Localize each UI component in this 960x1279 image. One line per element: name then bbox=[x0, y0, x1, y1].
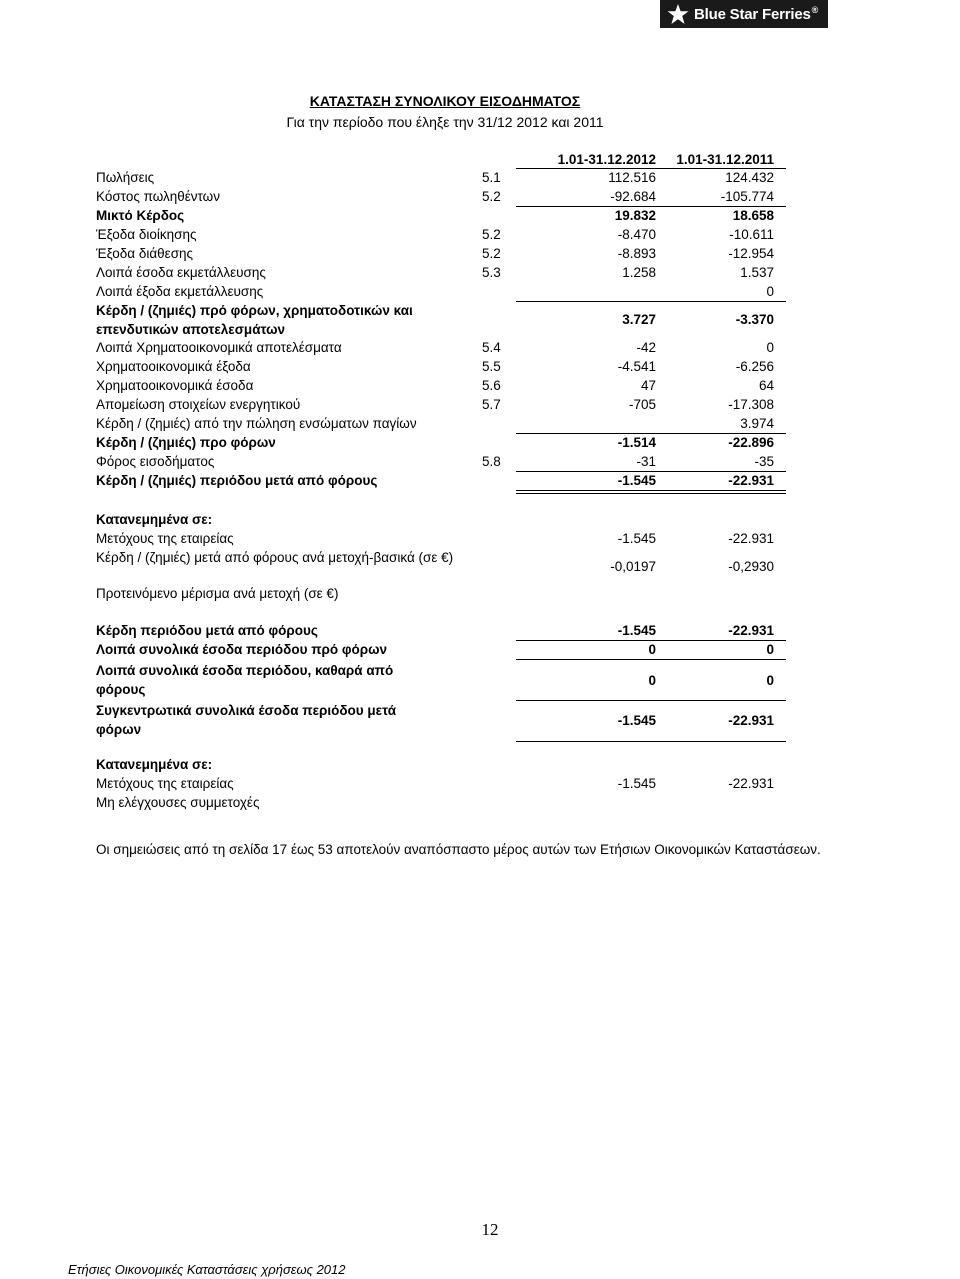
statement-subtitle: Για την περίοδο που έληξε την 31/12 2012 και 2011 bbox=[286, 114, 604, 130]
total-line bbox=[516, 741, 786, 742]
row-note: 5.8 bbox=[482, 454, 501, 469]
row-label: Κέρδη / (ζημιές) προ φόρων bbox=[96, 435, 276, 450]
row-label: Μετόχους της εταιρείας bbox=[96, 531, 234, 546]
value-2012: -8.470 bbox=[617, 227, 656, 242]
table-row bbox=[96, 225, 786, 244]
table-row bbox=[96, 244, 786, 263]
table-row bbox=[96, 793, 786, 812]
table-row bbox=[96, 640, 786, 659]
row-label: Μετόχους της εταιρείας bbox=[96, 776, 234, 791]
table-row bbox=[96, 661, 786, 699]
table-row bbox=[96, 414, 786, 433]
statement-title: ΚΑΤΑΣΤΑΣΗ ΣΥΝΟΛΙΚΟΥ ΕΙΣΟΔΗΜΑΤΟΣ bbox=[309, 93, 581, 109]
row-label: Μικτό Κέρδος bbox=[96, 208, 185, 223]
value-2011: -35 bbox=[754, 454, 774, 469]
value-2011: 18.658 bbox=[732, 208, 774, 223]
value-2011: -22.931 bbox=[728, 531, 774, 546]
value-2012: -31 bbox=[636, 454, 656, 469]
value-2012: -42 bbox=[636, 340, 656, 355]
table-row bbox=[96, 395, 786, 414]
row-label: Κόστος πωληθέντων bbox=[96, 189, 220, 204]
value-2012: -1.545 bbox=[617, 531, 656, 546]
row-note: 5.2 bbox=[482, 189, 501, 204]
total-line bbox=[516, 490, 786, 491]
row-label: Πωλήσεις bbox=[96, 170, 155, 185]
row-label: Λοιπά συνολικά έσοδα περιόδου, καθαρά από φόρους bbox=[96, 663, 394, 697]
value-2012: 19.832 bbox=[614, 208, 656, 223]
row-label: Συγκεντρωτικά συνολικά έσοδα περιόδου μετά φόρων bbox=[96, 703, 397, 737]
value-2011: -22.931 bbox=[728, 473, 774, 488]
allocation-heading bbox=[96, 755, 786, 774]
row-label: Χρηματοοικονομικά έσοδα bbox=[96, 378, 254, 393]
value-2012: -1.545 bbox=[617, 776, 656, 791]
row-label: Έξοδα διοίκησης bbox=[96, 227, 197, 242]
row-label: Χρηματοοικονομικά έξοδα bbox=[96, 359, 251, 374]
value-2011: 0 bbox=[766, 340, 774, 355]
value-2011: -3.370 bbox=[735, 312, 774, 327]
row-note: 5.2 bbox=[482, 246, 501, 261]
value-2011: 3.974 bbox=[740, 416, 774, 431]
row-label: Κέρδη / (ζημιές) από την πώληση ενσώματων παγίων bbox=[96, 416, 417, 431]
total-double-line bbox=[516, 493, 786, 494]
value-2011: 0 bbox=[766, 642, 774, 657]
row-label: Κέρδη / (ζημιές) πρό φόρων, χρηματοδοτικών και επενδυτικών αποτελεσμάτων bbox=[96, 303, 413, 337]
value-2011: -22.931 bbox=[728, 623, 774, 638]
table-row bbox=[96, 263, 786, 282]
value-2011: 0 bbox=[766, 673, 774, 688]
row-label: Προτεινόμενο μέρισμα ανά μετοχή (σε €) bbox=[96, 586, 339, 601]
row-label: Απομείωση στοιχείων ενεργητικού bbox=[96, 397, 301, 412]
value-2011: -6.256 bbox=[735, 359, 774, 374]
page-number: 12 bbox=[481, 1220, 499, 1239]
row-note: 5.2 bbox=[482, 227, 501, 242]
page-footer: Ετήσιες Οικονομικές Καταστάσεις χρήσεως 2012 bbox=[68, 1262, 346, 1277]
table-row bbox=[96, 301, 786, 339]
table-row bbox=[96, 168, 786, 187]
row-label: Λοιπά έσοδα εκμετάλλευσης bbox=[96, 265, 266, 280]
value-2011: 1.537 bbox=[740, 265, 774, 280]
table-row bbox=[96, 206, 786, 225]
row-label: Κέρδη / (ζημιές) περιόδου μετά από φόρους bbox=[96, 473, 378, 488]
value-2011: 64 bbox=[758, 378, 774, 393]
value-2012: 47 bbox=[640, 378, 656, 393]
value-2012: -8.893 bbox=[617, 246, 656, 261]
value-2012: -1.545 bbox=[617, 473, 656, 488]
row-label: Φόρος εισοδήματος bbox=[96, 454, 215, 469]
allocation-heading-label: Κατανεμημένα σε: bbox=[96, 512, 213, 527]
value-2012: -4.541 bbox=[617, 359, 656, 374]
row-label: Λοιπά συνολικά έσοδα περιόδου πρό φόρων bbox=[96, 642, 388, 657]
value-2011: -22.931 bbox=[728, 713, 774, 728]
logo-text: Blue Star Ferries bbox=[694, 5, 811, 23]
value-2011: -17.308 bbox=[728, 397, 774, 412]
value-2011: -10.611 bbox=[729, 227, 774, 242]
row-note: 5.1 bbox=[482, 170, 501, 185]
row-note: 5.3 bbox=[482, 265, 501, 280]
subtotal-line bbox=[516, 659, 786, 660]
table-row bbox=[96, 376, 786, 395]
table-row bbox=[96, 701, 786, 739]
table-row bbox=[96, 282, 786, 301]
value-2012: 112.516 bbox=[608, 170, 656, 185]
value-2011: -22.931 bbox=[728, 776, 774, 791]
footnote: Οι σημειώσεις από τη σελίδα 17 έως 53 αποτελούν αναπόσπαστο μέρος αυτών των Ετήσιων Οικονομικών Καταστάσεων. bbox=[96, 842, 821, 857]
table-row bbox=[96, 433, 786, 452]
table-row bbox=[96, 357, 786, 376]
value-2011: -105.774 bbox=[720, 189, 774, 204]
row-label: Κέρδη περιόδου μετά από φόρους bbox=[96, 623, 318, 638]
row-note: 5.6 bbox=[482, 378, 501, 393]
row-note: 5.4 bbox=[482, 340, 501, 355]
table-row bbox=[96, 338, 786, 357]
value-2012: -705 bbox=[628, 397, 656, 412]
table-row bbox=[96, 548, 786, 586]
row-label: Κέρδη / (ζημιές) μετά από φόρους ανά μετοχή-βασικά (σε €) bbox=[96, 550, 454, 565]
table-row bbox=[96, 452, 786, 471]
value-2011: 0 bbox=[766, 284, 774, 299]
value-2012: -1.514 bbox=[617, 435, 656, 450]
table-row bbox=[96, 471, 786, 490]
row-label: Λοιπά έξοδα εκμετάλλευσης bbox=[96, 284, 264, 299]
table-row bbox=[96, 774, 786, 793]
registered-mark: ® bbox=[811, 5, 819, 15]
value-2012: 1.258 bbox=[622, 265, 656, 280]
star-icon bbox=[666, 3, 690, 25]
table-row bbox=[96, 584, 786, 603]
allocation-heading-label: Κατανεμημένα σε: bbox=[96, 757, 213, 772]
table-row bbox=[96, 529, 786, 548]
table-row bbox=[96, 187, 786, 206]
company-logo bbox=[660, 0, 828, 28]
value-2011: -12.954 bbox=[728, 246, 774, 261]
value-2012: -1.545 bbox=[617, 713, 656, 728]
value-2012: 0 bbox=[648, 673, 656, 688]
row-label: Μη ελέγχουσες συμμετοχές bbox=[96, 795, 260, 810]
value-2012: 3.727 bbox=[622, 312, 656, 327]
allocation-heading bbox=[96, 510, 786, 529]
value-2011: 124.432 bbox=[725, 170, 774, 185]
value-2011: -22.896 bbox=[728, 435, 774, 450]
value-2012: -92.684 bbox=[610, 189, 656, 204]
value-2012: -0,0197 bbox=[610, 559, 656, 574]
row-label: Έξοδα διάθεσης bbox=[96, 246, 194, 261]
value-2012: 0 bbox=[648, 642, 656, 657]
table-row bbox=[96, 621, 786, 640]
column-header-2011: 1.01-31.12.2011 bbox=[676, 152, 774, 167]
row-note: 5.7 bbox=[482, 397, 501, 412]
value-2011: -0,2930 bbox=[728, 559, 774, 574]
row-label: Λοιπά Χρηματοοικονομικά αποτελέσματα bbox=[96, 340, 342, 355]
value-2012: -1.545 bbox=[617, 623, 656, 638]
column-header-2012: 1.01-31.12.2012 bbox=[557, 152, 656, 167]
row-note: 5.5 bbox=[482, 359, 501, 374]
column-header-row bbox=[96, 150, 786, 169]
